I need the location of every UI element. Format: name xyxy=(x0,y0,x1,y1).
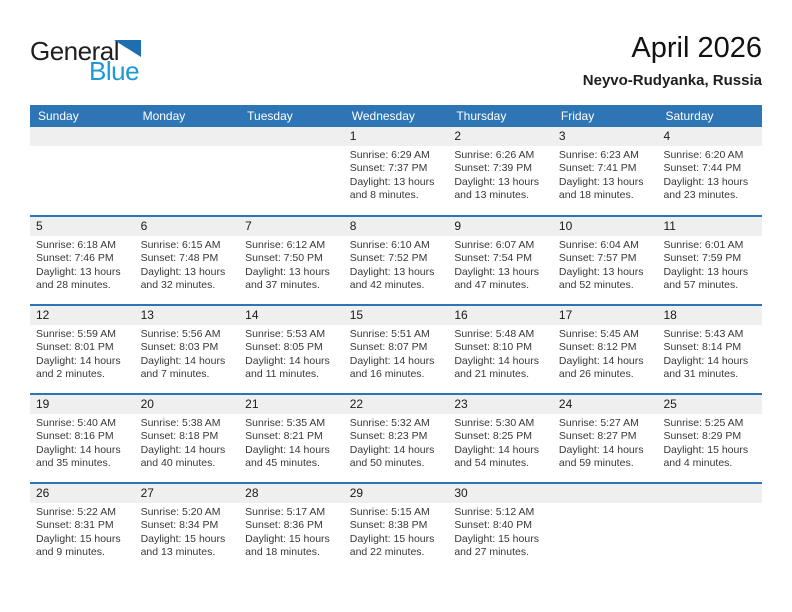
daylight-text-line2: and 42 minutes. xyxy=(349,278,425,291)
sunset-text: Sunset: 8:38 PM xyxy=(349,519,428,532)
daylight-text-line1: Daylight: 13 hours xyxy=(454,175,539,188)
day-number-14: 14 xyxy=(245,308,259,322)
sunrise-text: Sunrise: 6:23 AM xyxy=(558,149,639,161)
daylight-text-line1: Daylight: 14 hours xyxy=(558,354,644,367)
sunset-text: Sunset: 8:12 PM xyxy=(558,341,637,354)
day-cell-25 xyxy=(657,414,762,470)
sunrise-text: Sunrise: 5:27 AM xyxy=(558,417,639,429)
daylight-text-line1: Daylight: 15 hours xyxy=(36,532,121,545)
logo-text-blue: Blue xyxy=(89,56,140,86)
sunrise-text: Sunrise: 6:07 AM xyxy=(454,239,535,251)
day-number-18: 18 xyxy=(663,308,677,322)
sunrise-text: Sunrise: 5:59 AM xyxy=(36,328,116,340)
day-body-row xyxy=(30,325,762,381)
week-row xyxy=(30,304,762,393)
daylight-text-line2: and 23 minutes. xyxy=(663,188,739,201)
day-body-row xyxy=(30,503,762,559)
day-cell-17 xyxy=(553,325,658,381)
day-number-8: 8 xyxy=(349,219,357,233)
sunrise-text: Sunrise: 5:25 AM xyxy=(663,417,744,429)
sunrise-text: Sunrise: 6:04 AM xyxy=(558,239,639,251)
day-cell-30 xyxy=(448,503,553,559)
daylight-text-line2: and 27 minutes. xyxy=(454,545,530,558)
day-cell-5 xyxy=(30,236,135,292)
daylight-text-line2: and 7 minutes. xyxy=(140,367,210,380)
day-number-17: 17 xyxy=(558,308,573,322)
day-number-24: 24 xyxy=(558,397,573,411)
sunrise-text: Sunrise: 6:26 AM xyxy=(454,149,535,161)
general-blue-logo xyxy=(30,36,170,88)
day-cell-29 xyxy=(344,503,449,559)
day-number-15: 15 xyxy=(349,308,364,322)
day-cell-10 xyxy=(553,236,658,292)
weekday-header-friday: Friday xyxy=(560,109,595,123)
daylight-text-line2: and 18 minutes. xyxy=(558,188,634,201)
day-number-26: 26 xyxy=(36,486,50,500)
sunset-text: Sunset: 8:40 PM xyxy=(454,519,532,532)
daylight-text-line1: Daylight: 13 hours xyxy=(349,175,435,188)
day-cell-23 xyxy=(448,414,553,470)
sunrise-text: Sunrise: 5:56 AM xyxy=(140,328,221,340)
day-number-4: 4 xyxy=(663,129,671,143)
sunset-text: Sunset: 8:21 PM xyxy=(245,430,323,443)
sunset-text: Sunset: 8:31 PM xyxy=(36,519,114,532)
day-number-23: 23 xyxy=(454,397,468,411)
sunset-text: Sunset: 8:18 PM xyxy=(140,430,219,443)
day-cell-22 xyxy=(344,414,449,470)
day-cell-2 xyxy=(448,146,553,202)
daylight-text-line2: and 26 minutes. xyxy=(558,367,634,380)
sunset-text: Sunset: 7:44 PM xyxy=(663,162,742,175)
sunrise-text: Sunrise: 5:22 AM xyxy=(36,506,116,518)
day-number-9: 9 xyxy=(454,219,461,233)
daylight-text-line1: Daylight: 14 hours xyxy=(36,443,121,456)
sunrise-text: Sunrise: 5:32 AM xyxy=(349,417,430,429)
day-number-29: 29 xyxy=(349,486,364,500)
daylight-text-line2: and 16 minutes. xyxy=(349,367,425,380)
week-row xyxy=(30,127,762,215)
daylight-text-line2: and 11 minutes. xyxy=(245,367,320,380)
location-subtitle: Neyvo-Rudyanka, Russia xyxy=(582,72,762,89)
sunrise-text: Sunrise: 6:18 AM xyxy=(36,239,116,251)
daylight-text-line1: Daylight: 15 hours xyxy=(245,532,330,545)
day-cell-15 xyxy=(344,325,449,381)
day-cell-14 xyxy=(239,325,344,381)
daylight-text-line2: and 47 minutes. xyxy=(454,278,530,291)
title-block xyxy=(583,32,762,89)
day-number-19: 19 xyxy=(36,397,50,411)
sunset-text: Sunset: 7:52 PM xyxy=(349,252,428,265)
daylight-text-line1: Daylight: 13 hours xyxy=(663,265,749,278)
sunset-text: Sunset: 7:39 PM xyxy=(454,162,532,175)
logo-triangle-icon xyxy=(114,40,141,57)
day-number-25: 25 xyxy=(663,397,677,411)
day-number-band xyxy=(30,217,762,236)
sunset-text: Sunset: 8:05 PM xyxy=(245,341,323,354)
day-number-6: 6 xyxy=(140,219,148,233)
sunset-text: Sunset: 8:14 PM xyxy=(663,341,742,354)
day-cell-19 xyxy=(30,414,135,470)
day-number-empty xyxy=(239,127,344,146)
sunrise-text: Sunrise: 5:20 AM xyxy=(140,506,221,518)
daylight-text-line1: Daylight: 13 hours xyxy=(36,265,121,278)
daylight-text-line2: and 2 minutes. xyxy=(36,367,105,380)
daylight-text-line1: Daylight: 14 hours xyxy=(454,354,539,367)
day-number-10: 10 xyxy=(558,219,573,233)
day-number-30: 30 xyxy=(454,486,468,500)
sunset-text: Sunset: 8:16 PM xyxy=(36,430,114,443)
daylight-text-line1: Daylight: 14 hours xyxy=(36,354,121,367)
sunset-text: Sunset: 7:46 PM xyxy=(36,252,114,265)
daylight-text-line1: Daylight: 13 hours xyxy=(558,175,644,188)
sunset-text: Sunset: 8:03 PM xyxy=(140,341,219,354)
daylight-text-line2: and 22 minutes. xyxy=(349,545,425,558)
day-cell-18 xyxy=(657,325,762,381)
daylight-text-line1: Daylight: 14 hours xyxy=(140,443,226,456)
daylight-text-line2: and 37 minutes. xyxy=(245,278,320,291)
week-row xyxy=(30,482,762,571)
day-number-12: 12 xyxy=(36,308,50,322)
daylight-text-line2: and 52 minutes. xyxy=(558,278,634,291)
daylight-text-line2: and 59 minutes. xyxy=(558,456,634,469)
day-cell-26 xyxy=(30,503,135,559)
daylight-text-line1: Daylight: 13 hours xyxy=(663,175,749,188)
day-cell-13 xyxy=(135,325,240,381)
day-number-7: 7 xyxy=(245,219,252,233)
daylight-text-line2: and 28 minutes. xyxy=(36,278,111,291)
day-cell-20 xyxy=(135,414,240,470)
sunrise-text: Sunrise: 6:10 AM xyxy=(349,239,430,251)
day-cell-1 xyxy=(344,146,449,202)
day-number-11: 11 xyxy=(663,219,676,233)
day-cell-16 xyxy=(448,325,553,381)
day-body-row xyxy=(30,146,762,202)
day-cell-3 xyxy=(553,146,658,202)
day-number-20: 20 xyxy=(140,397,154,411)
day-number-27: 27 xyxy=(140,486,154,500)
sunrise-text: Sunrise: 5:48 AM xyxy=(454,328,535,340)
sunset-text: Sunset: 8:36 PM xyxy=(245,519,323,532)
day-number-2: 2 xyxy=(454,129,461,143)
day-cell-4 xyxy=(657,146,762,202)
sunset-text: Sunset: 8:25 PM xyxy=(454,430,532,443)
calendar-weeks xyxy=(30,127,762,571)
weekday-header-thursday: Thursday xyxy=(456,109,507,123)
daylight-text-line1: Daylight: 15 hours xyxy=(454,532,539,545)
day-cell-empty xyxy=(553,503,658,559)
day-cell-28 xyxy=(239,503,344,559)
daylight-text-line1: Daylight: 14 hours xyxy=(349,443,435,456)
sunrise-text: Sunrise: 5:35 AM xyxy=(245,417,326,429)
daylight-text-line2: and 9 minutes. xyxy=(36,545,105,558)
daylight-text-line1: Daylight: 13 hours xyxy=(558,265,644,278)
day-number-band xyxy=(30,395,762,414)
day-cell-24 xyxy=(553,414,658,470)
day-body-row xyxy=(30,236,762,292)
daylight-text-line2: and 50 minutes. xyxy=(349,456,425,469)
daylight-text-line1: Daylight: 14 hours xyxy=(245,443,330,456)
sunrise-text: Sunrise: 6:29 AM xyxy=(349,149,430,161)
sunset-text: Sunset: 7:50 PM xyxy=(245,252,323,265)
sunrise-text: Sunrise: 5:17 AM xyxy=(245,506,326,518)
daylight-text-line1: Daylight: 13 hours xyxy=(140,265,226,278)
daylight-text-line1: Daylight: 15 hours xyxy=(140,532,226,545)
day-cell-7 xyxy=(239,236,344,292)
day-number-1: 1 xyxy=(349,129,357,143)
day-number-28: 28 xyxy=(245,486,259,500)
daylight-text-line1: Daylight: 15 hours xyxy=(349,532,435,545)
sunrise-text: Sunrise: 6:15 AM xyxy=(140,239,221,251)
daylight-text-line1: Daylight: 14 hours xyxy=(663,354,749,367)
day-cell-27 xyxy=(135,503,240,559)
daylight-text-line1: Daylight: 14 hours xyxy=(558,443,644,456)
day-cell-21 xyxy=(239,414,344,470)
day-number-3: 3 xyxy=(558,129,566,143)
sunrise-text: Sunrise: 5:38 AM xyxy=(140,417,221,429)
daylight-text-line2: and 13 minutes. xyxy=(140,545,216,558)
day-body-row xyxy=(30,414,762,470)
day-number-13: 13 xyxy=(140,308,154,322)
sunset-text: Sunset: 7:37 PM xyxy=(349,162,428,175)
weekday-header-row xyxy=(30,105,762,127)
day-number-empty xyxy=(30,127,135,146)
logo-text-general: General xyxy=(30,36,119,66)
day-cell-11 xyxy=(657,236,762,292)
day-number-5: 5 xyxy=(36,219,43,233)
sunset-text: Sunset: 8:23 PM xyxy=(349,430,428,443)
daylight-text-line2: and 18 minutes. xyxy=(245,545,320,558)
week-row xyxy=(30,393,762,482)
sunrise-text: Sunrise: 5:53 AM xyxy=(245,328,326,340)
weekday-header-wednesday: Wednesday xyxy=(351,109,415,123)
day-number-16: 16 xyxy=(454,308,468,322)
daylight-text-line2: and 40 minutes. xyxy=(140,456,216,469)
day-cell-9 xyxy=(448,236,553,292)
sunset-text: Sunset: 8:34 PM xyxy=(140,519,219,532)
sunset-text: Sunset: 8:07 PM xyxy=(349,341,428,354)
sunrise-text: Sunrise: 6:12 AM xyxy=(245,239,326,251)
daylight-text-line2: and 8 minutes. xyxy=(349,188,419,201)
day-cell-empty xyxy=(239,146,344,202)
weekday-header-sunday: Sunday xyxy=(38,109,79,123)
daylight-text-line2: and 35 minutes. xyxy=(36,456,111,469)
sunrise-text: Sunrise: 6:01 AM xyxy=(663,239,744,251)
daylight-text-line2: and 57 minutes. xyxy=(663,278,739,291)
day-cell-12 xyxy=(30,325,135,381)
sunset-text: Sunset: 7:41 PM xyxy=(558,162,637,175)
day-number-empty xyxy=(135,127,240,146)
day-number-band xyxy=(30,484,762,503)
day-cell-empty xyxy=(657,503,762,559)
sunrise-text: Sunrise: 6:20 AM xyxy=(663,149,744,161)
sunrise-text: Sunrise: 5:30 AM xyxy=(454,417,535,429)
sunrise-text: Sunrise: 5:51 AM xyxy=(349,328,430,340)
daylight-text-line1: Daylight: 15 hours xyxy=(663,443,749,456)
daylight-text-line1: Daylight: 13 hours xyxy=(349,265,435,278)
day-number-band xyxy=(30,306,762,325)
weekday-header-tuesday: Tuesday xyxy=(247,109,293,123)
week-row xyxy=(30,215,762,304)
day-cell-empty xyxy=(30,146,135,202)
sunset-text: Sunset: 7:54 PM xyxy=(454,252,532,265)
weekday-header-saturday: Saturday xyxy=(665,109,714,123)
sunrise-text: Sunrise: 5:45 AM xyxy=(558,328,639,340)
day-number-21: 21 xyxy=(245,397,259,411)
daylight-text-line2: and 31 minutes. xyxy=(663,367,739,380)
daylight-text-line2: and 54 minutes. xyxy=(454,456,530,469)
day-cell-empty xyxy=(135,146,240,202)
month-title: April 2026 xyxy=(631,32,762,64)
sunrise-text: Sunrise: 5:40 AM xyxy=(36,417,116,429)
daylight-text-line2: and 4 minutes. xyxy=(663,456,733,469)
sunset-text: Sunset: 7:48 PM xyxy=(140,252,219,265)
day-cell-8 xyxy=(344,236,449,292)
daylight-text-line1: Daylight: 13 hours xyxy=(245,265,330,278)
sunset-text: Sunset: 7:59 PM xyxy=(663,252,742,265)
sunset-text: Sunset: 8:29 PM xyxy=(663,430,742,443)
daylight-text-line1: Daylight: 13 hours xyxy=(454,265,539,278)
daylight-text-line1: Daylight: 14 hours xyxy=(245,354,330,367)
daylight-text-line1: Daylight: 14 hours xyxy=(349,354,435,367)
daylight-text-line2: and 13 minutes. xyxy=(454,188,530,201)
sunset-text: Sunset: 8:10 PM xyxy=(454,341,532,354)
daylight-text-line1: Daylight: 14 hours xyxy=(454,443,539,456)
daylight-text-line2: and 21 minutes. xyxy=(454,367,530,380)
daylight-text-line2: and 45 minutes. xyxy=(245,456,320,469)
sunrise-text: Sunrise: 5:43 AM xyxy=(663,328,744,340)
sunrise-text: Sunrise: 5:15 AM xyxy=(349,506,430,518)
day-cell-6 xyxy=(135,236,240,292)
daylight-text-line1: Daylight: 14 hours xyxy=(140,354,226,367)
day-number-empty xyxy=(657,484,762,503)
sunrise-text: Sunrise: 5:12 AM xyxy=(454,506,535,518)
daylight-text-line2: and 32 minutes. xyxy=(140,278,216,291)
sunset-text: Sunset: 8:01 PM xyxy=(36,341,114,354)
sunset-text: Sunset: 8:27 PM xyxy=(558,430,637,443)
weekday-header-monday: Monday xyxy=(142,109,186,123)
sunset-text: Sunset: 7:57 PM xyxy=(558,252,637,265)
day-number-empty xyxy=(553,484,658,503)
day-number-band xyxy=(30,127,762,146)
calendar-table xyxy=(30,105,762,571)
day-number-22: 22 xyxy=(349,397,364,411)
